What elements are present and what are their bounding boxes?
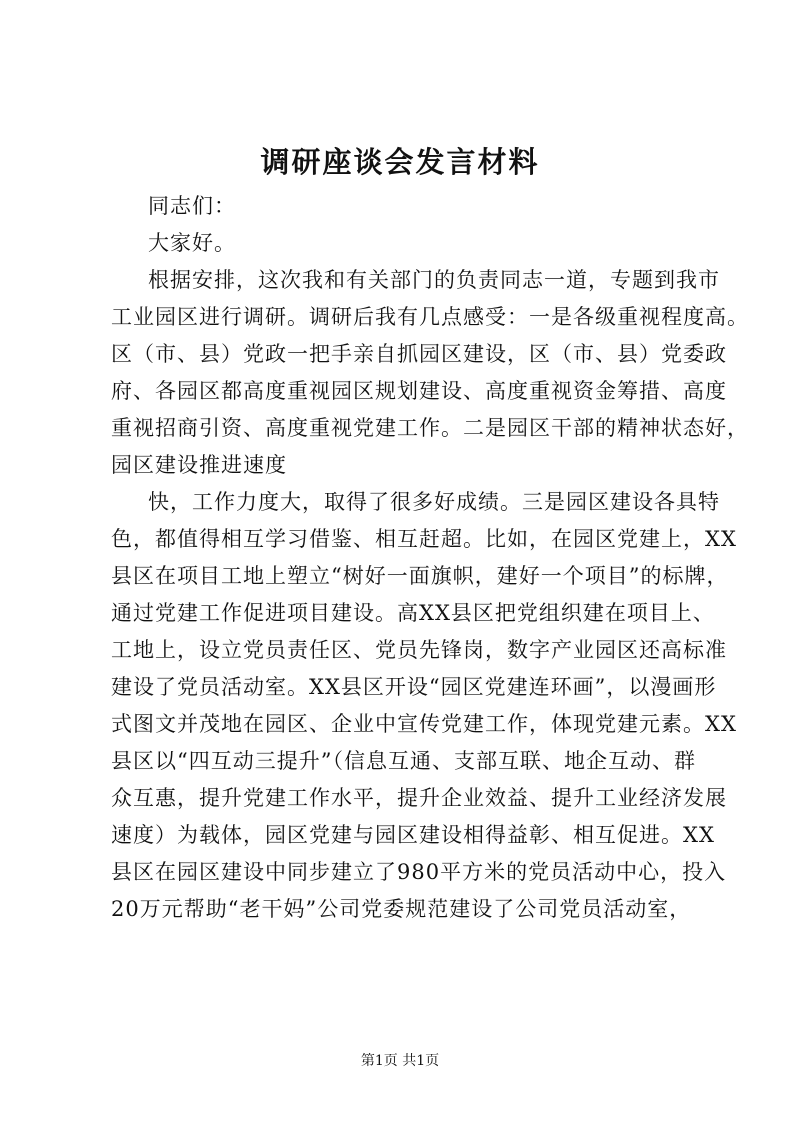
body-line: 快，工作力度大，取得了很多好成绩。三是园区建设各具特 [148, 490, 720, 514]
body-line: 根据安排，这次我和有关部门的负责同志一道，专题到我市 [148, 268, 720, 292]
body-line: 区（市、县）党政一把手亲自抓园区建设，区（市、县）党委政 [111, 342, 727, 366]
body-line: 县区以“四互动三提升”（信息互通、支部互联、地企互动、群 [111, 749, 696, 773]
body-line: 工业园区进行调研。调研后我有几点感受：一是各级重视程度高。 [111, 305, 749, 329]
body-line: 通过党建工作促进项目建设。高XX县区把党组织建在项目上、 [111, 601, 715, 625]
body-line: 园区建设推进速度 [111, 453, 287, 477]
page-footer: 第1页 共1页 [360, 1053, 440, 1069]
document-title: 调研座谈会发言材料 [260, 145, 540, 179]
body-line: 建设了党员活动室。XX县区开设“园区党建连环画”，以漫画形 [111, 675, 717, 699]
body-line: 同志们： [148, 194, 236, 218]
body-line: 工地上，设立党员责任区、党员先锋岗，数字产业园区还高标准 [111, 638, 727, 662]
body-line: 县区在园区建设中同步建立了980平方米的党员活动中心，投入 [111, 860, 727, 884]
body-line: 大家好。 [148, 231, 236, 255]
document-body [111, 188, 749, 928]
body-line: 速度）为载体，园区党建与园区建设相得益彰、相互促进。XX [111, 823, 715, 847]
body-line: 20万元帮助“老干妈”公司党委规范建设了公司党员活动室， [111, 897, 692, 921]
body-line: 众互惠，提升党建工作水平，提升企业效益、提升工业经济发展 [111, 786, 727, 810]
body-line: 县区在项目工地上塑立“树好一面旗帜，建好一个项目”的标牌， [111, 564, 729, 588]
body-line: 府、各园区都高度重视园区规划建设、高度重视资金筹措、高度 [111, 379, 727, 403]
body-line: 色，都值得相互学习借鉴、相互赶超。比如，在园区党建上，XX [111, 527, 737, 551]
body-line: 式图文并茂地在园区、企业中宣传党建工作，体现党建元素。XX [111, 712, 737, 736]
body-line: 重视招商引资、高度重视党建工作。二是园区干部的精神状态好， [111, 416, 749, 440]
